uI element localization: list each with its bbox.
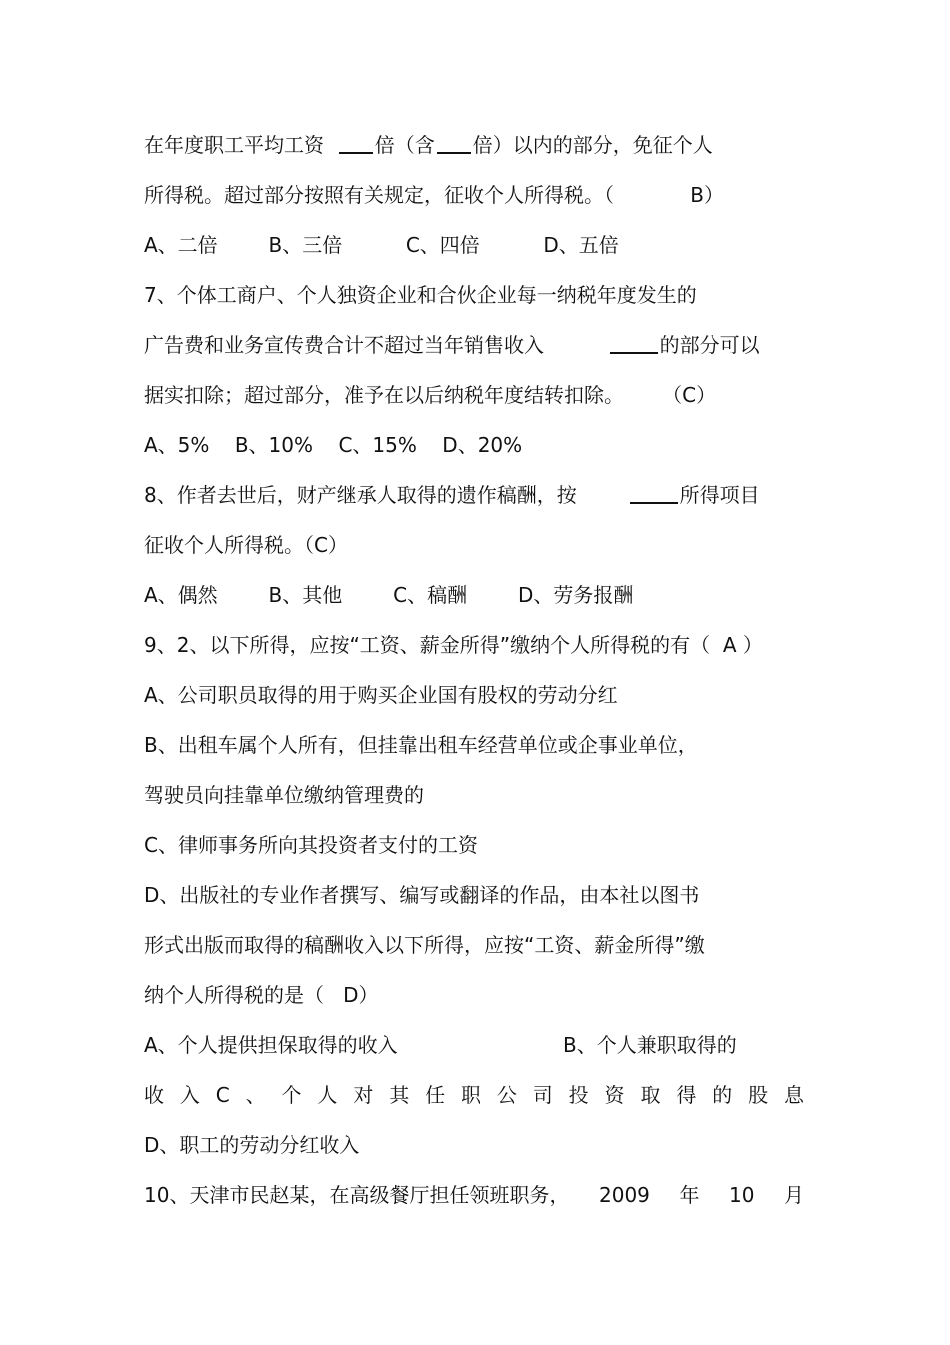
- answer-blank: [630, 482, 678, 504]
- text-segment: 8、作者去世后，财产继承人取得的遗作稿酬，按: [144, 483, 628, 507]
- glyph: 的: [712, 1083, 733, 1107]
- options-line-q6: A、二倍 B、三倍 C、四倍 D、五倍: [144, 233, 619, 257]
- options-line-spread: [144, 1080, 804, 1110]
- option-c-q9: C、律师事务所向其投资者支付的工资: [144, 833, 478, 857]
- glyph: 得: [676, 1083, 697, 1107]
- glyph: 其: [389, 1083, 410, 1107]
- question-10: [144, 1180, 804, 1210]
- glyph: 职: [460, 1083, 481, 1107]
- option-a-q9: A、公司职员取得的用于购买企业国有股权的劳动分红: [144, 683, 618, 707]
- text-line-17: 形式出版而取得的稿酬收入以下所得，应按“工资、薪金所得”缴: [144, 933, 705, 957]
- glyph: 股: [748, 1083, 769, 1107]
- text-segment: 广告费和业务宣传费合计不超过当年销售收入: [144, 333, 608, 357]
- question-9: 9、2、以下所得，应按“工资、薪金所得”缴纳个人所得税的有（ A ）: [144, 633, 763, 657]
- option-d-line: D、职工的劳动分红收入: [144, 1133, 360, 1157]
- text-line-14: 驾驶员向挂靠单位缴纳管理费的: [144, 783, 424, 807]
- text-segment: 在年度职工平均工资: [144, 133, 331, 157]
- glyph: 收: [144, 1083, 164, 1107]
- glyph: 息: [784, 1083, 804, 1107]
- text-segment: 所得项目: [679, 483, 760, 507]
- glyph: 入: [179, 1083, 200, 1107]
- glyph: 司: [532, 1083, 553, 1107]
- option-d-q9: D、出版社的专业作者撰写、编写或翻译的作品，由本社以图书: [144, 883, 700, 907]
- text-segment: 年: [679, 1183, 700, 1207]
- answer-blank: [610, 332, 658, 354]
- text-line-5: [144, 330, 814, 360]
- glyph: 公: [496, 1083, 517, 1107]
- text-segment: 月: [784, 1183, 804, 1207]
- option-b-q9: B、出租车属个人所有，但挂靠出租车经营单位或企事业单位，: [144, 733, 698, 757]
- text-segment: 10、天津市民赵某，在高级餐厅担任领班职务，: [144, 1183, 570, 1207]
- glyph: C: [215, 1083, 230, 1107]
- year-value: 2009: [599, 1183, 650, 1207]
- month-value: 10: [729, 1183, 755, 1207]
- glyph: 、: [245, 1083, 266, 1107]
- glyph: 投: [568, 1083, 589, 1107]
- text-line-9: 征收个人所得税。（C）: [144, 533, 348, 557]
- options-line-q8: A、偶然 B、其他 C、稿酬 D、劳务报酬: [144, 583, 634, 607]
- text-segment: 倍）以内的部分，免征个人: [472, 133, 713, 157]
- text-line-6: 据实扣除；超过部分，准予在以后纳税年度结转扣除。 （C）: [144, 383, 717, 407]
- options-line-q7: A、5% B、10% C、15% D、20%: [144, 433, 523, 457]
- text-segment: 的部分可以: [659, 333, 760, 357]
- question-8: [144, 480, 814, 510]
- answer-blank: [437, 132, 471, 154]
- text-line-18: 纳个人所得税的是（ D）: [144, 983, 379, 1007]
- text-line-1: [144, 130, 814, 160]
- question-7: 7、个体工商户、个人独资企业和合伙企业每一纳税年度发生的: [144, 283, 697, 307]
- answer-blank: [339, 132, 373, 154]
- glyph: 资: [604, 1083, 625, 1107]
- glyph: 人: [317, 1083, 338, 1107]
- glyph: 取: [640, 1083, 661, 1107]
- options-line-a-b: A、个人提供担保取得的收入 B、个人兼职取得的: [144, 1033, 737, 1057]
- glyph: 任: [425, 1083, 446, 1107]
- text-segment: 倍（含: [374, 133, 435, 157]
- glyph: 对: [353, 1083, 374, 1107]
- text-line-2: 所得税。超过部分按照有关规定，征收个人所得税。（ B）: [144, 183, 725, 207]
- glyph: 个: [281, 1083, 302, 1107]
